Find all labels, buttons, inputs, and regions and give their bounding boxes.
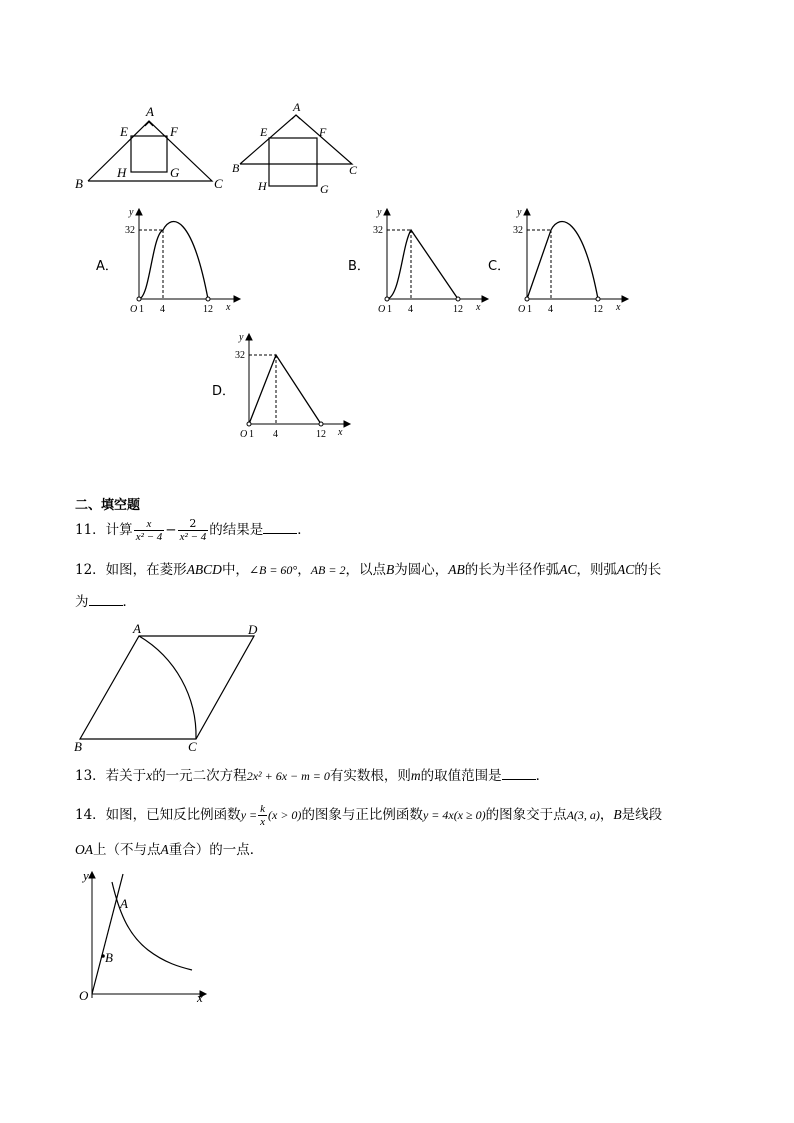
label-c2: C [349, 163, 358, 177]
q11-fraction-1: $\frac{x}{\text{x² − 4}}$ [135, 518, 163, 543]
question-11: 11．计算 $\frac{x}{\text{x² − 4}}$ − $\frac{2}{\text{x² − 4}}$ 的结果是 ． [75, 517, 311, 543]
xtick-4: 4 [273, 429, 278, 440]
x-axis-label: x [616, 302, 621, 313]
label-h2: H [258, 179, 267, 193]
xtick-4: 4 [160, 304, 165, 315]
y-axis-label: y [239, 332, 244, 343]
origin-label: O [240, 429, 248, 440]
xtick-12: 12 [593, 304, 603, 315]
ytick-32: 32 [235, 350, 245, 361]
origin-label: O [130, 304, 138, 315]
label-g2: G [320, 182, 329, 196]
label-b: B [105, 950, 113, 965]
rhombus-figure [70, 618, 270, 756]
xtick-4: 4 [548, 304, 553, 315]
section-title: 二、填空题 [75, 498, 141, 513]
x-axis-label: x [338, 427, 343, 438]
q11-fraction-2: $\frac{2}{\text{x² − 4}}$ [179, 517, 207, 543]
answer-blank[interactable] [89, 593, 123, 606]
x-axis-label: x [226, 302, 231, 313]
label-f: F [170, 124, 178, 139]
label-d: D [248, 622, 258, 637]
xtick-12: 12 [453, 304, 463, 315]
question-12-line2: 为 ． [75, 594, 136, 610]
q14-fraction: $\frac{k}{x}$ [260, 803, 266, 828]
triangle-figures [70, 100, 370, 200]
origin-label: O [378, 304, 386, 315]
answer-blank[interactable] [263, 521, 297, 534]
label-e: E [120, 124, 128, 139]
ytick-32: 32 [513, 225, 523, 236]
option-a-graph [122, 205, 242, 317]
xtick-4: 4 [408, 304, 413, 315]
ytick-32: 32 [373, 225, 383, 236]
x-axis-label: x [476, 302, 481, 313]
xtick-1: 1 [249, 429, 254, 440]
origin-label: O [79, 988, 89, 1003]
question-14-line2: OA上（不与点A重合）的一点． [75, 842, 264, 858]
xtick-1: 1 [139, 304, 144, 315]
option-b-label[interactable]: B． [348, 259, 370, 274]
option-a-label[interactable]: A． [96, 259, 118, 274]
x-axis-label: x [197, 990, 203, 1005]
label-c: C [214, 176, 223, 191]
question-12: 12．如图，在菱形ABCD中，∠B = 60°，AB = 2，以点B为圆心，AB的长为半径作弧AC，则弧AC的长 [75, 562, 662, 578]
q11-prefix: 11．计算 [75, 522, 133, 538]
function-graph-figure [70, 866, 220, 1008]
label-a: A [133, 621, 141, 636]
y-axis-label: y [83, 868, 89, 883]
xtick-12: 12 [203, 304, 213, 315]
y-axis-label: y [517, 207, 522, 218]
xtick-12: 12 [316, 429, 326, 440]
option-b-graph [370, 205, 490, 317]
answer-blank[interactable] [502, 767, 536, 780]
y-axis-label: y [129, 207, 134, 218]
label-h: H [117, 165, 127, 180]
origin-label: O [518, 304, 526, 315]
label-c: C [188, 739, 197, 754]
label-e2: E [260, 125, 268, 139]
option-c-graph [510, 205, 630, 317]
label-a: A [120, 896, 128, 911]
label-b: B [74, 739, 82, 754]
xtick-1: 1 [527, 304, 532, 315]
y-axis-label: y [377, 207, 382, 218]
option-d-label[interactable]: D． [212, 384, 236, 399]
label-b: B [75, 176, 83, 191]
right-triangle [240, 115, 352, 186]
left-triangle [88, 121, 212, 181]
question-13: 13．若关于x的一元二次方程2x² + 6x − m = 0有实数根，则m的取值范围是 ． [75, 768, 550, 784]
label-a2: A [293, 100, 301, 114]
xtick-1: 1 [387, 304, 392, 315]
option-d-graph [232, 330, 352, 442]
question-14: 14．如图，已知反比例函数y = $\frac{k}{x}$ (x > 0)的图象与正比例函数y = 4x(x ≥ 0)的图象交于点A(3, a)，B是线段 [75, 803, 663, 828]
label-b2: B [232, 161, 240, 175]
label-f2: F [319, 125, 327, 139]
option-c-label[interactable]: C． [488, 259, 511, 274]
ytick-32: 32 [125, 225, 135, 236]
label-g: G [170, 165, 180, 180]
label-a: A [146, 104, 154, 119]
